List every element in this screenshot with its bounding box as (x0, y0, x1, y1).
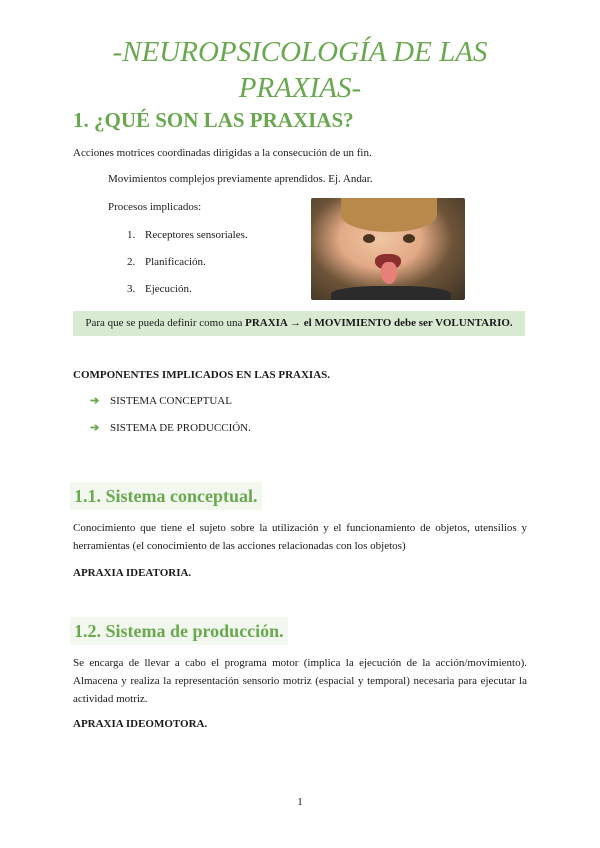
process-text: Receptores sensoriales. (145, 229, 248, 241)
definition-text: Acciones motrices coordinadas dirigidas a la consecución de un fin. (73, 147, 372, 159)
components-heading: COMPONENTES IMPLICADOS EN LAS PRAXIAS. (73, 369, 331, 381)
section-1-2-heading: 1.2. Sistema de producción. (70, 617, 288, 645)
callout-bold-text: PRAXIA → el MOVIMIENTO debe ser VOLUNTARIO. (245, 317, 513, 329)
process-item (127, 282, 192, 297)
component-item (90, 421, 251, 436)
title-line-2: PRAXIAS- (238, 72, 362, 104)
processes-label: Procesos implicados: (108, 201, 202, 213)
component-label: SISTEMA DE PRODUCCIÓN. (110, 422, 251, 434)
section-1-2-apraxia: APRAXIA IDEOMOTORA. (73, 718, 208, 730)
process-number: 3. (127, 283, 136, 295)
page-number: 1 (297, 796, 303, 808)
component-label: SISTEMA CONCEPTUAL (110, 395, 232, 407)
section-1-heading: 1. ¿QUÉ SON LAS PRAXIAS? (73, 108, 354, 132)
photo-tongue (381, 262, 397, 284)
photo-shirt (331, 286, 451, 300)
process-item (127, 228, 248, 243)
photo-eye-right (403, 234, 415, 243)
process-number: 1. (127, 229, 136, 241)
photo-hair (341, 198, 437, 232)
child-tongue-photo (311, 198, 465, 300)
section-1-2-body: Se encarga de llevar a cabo el programa motor (implica la ejecución de la acción/movimiento). Almacena y realiza la representación sensorio motriz (espacial y temporal) necesaria para ejecutar la actividad motriz. (73, 657, 527, 705)
title-line-1: -NEUROPSICOLOGÍA DE LAS (112, 36, 488, 68)
section-1-1-heading: 1.1. Sistema conceptual. (70, 482, 262, 510)
movements-text: Movimientos complejos previamente aprendidos. Ej. Andar. (108, 173, 373, 185)
arrow-right-icon: ➔ (90, 422, 100, 434)
arrow-right-icon: ➔ (90, 395, 100, 407)
section-1-1-apraxia: APRAXIA IDEATORIA. (73, 567, 192, 579)
process-number: 2. (127, 256, 136, 268)
process-text: Planificación. (145, 256, 206, 268)
document-title (60, 34, 540, 106)
photo-eye-left (363, 234, 375, 243)
component-item (90, 394, 232, 409)
callout-text: Para que se pueda definir como una (85, 317, 246, 329)
process-item (127, 255, 206, 270)
voluntary-movement-callout (73, 311, 525, 336)
process-text: Ejecución. (145, 283, 192, 295)
section-1-1-body: Conocimiento que tiene el sujeto sobre la utilización y el funcionamiento de objetos, utensilios y herramientas (el conocimiento de las acciones relacionadas con los objetos) (73, 522, 527, 552)
